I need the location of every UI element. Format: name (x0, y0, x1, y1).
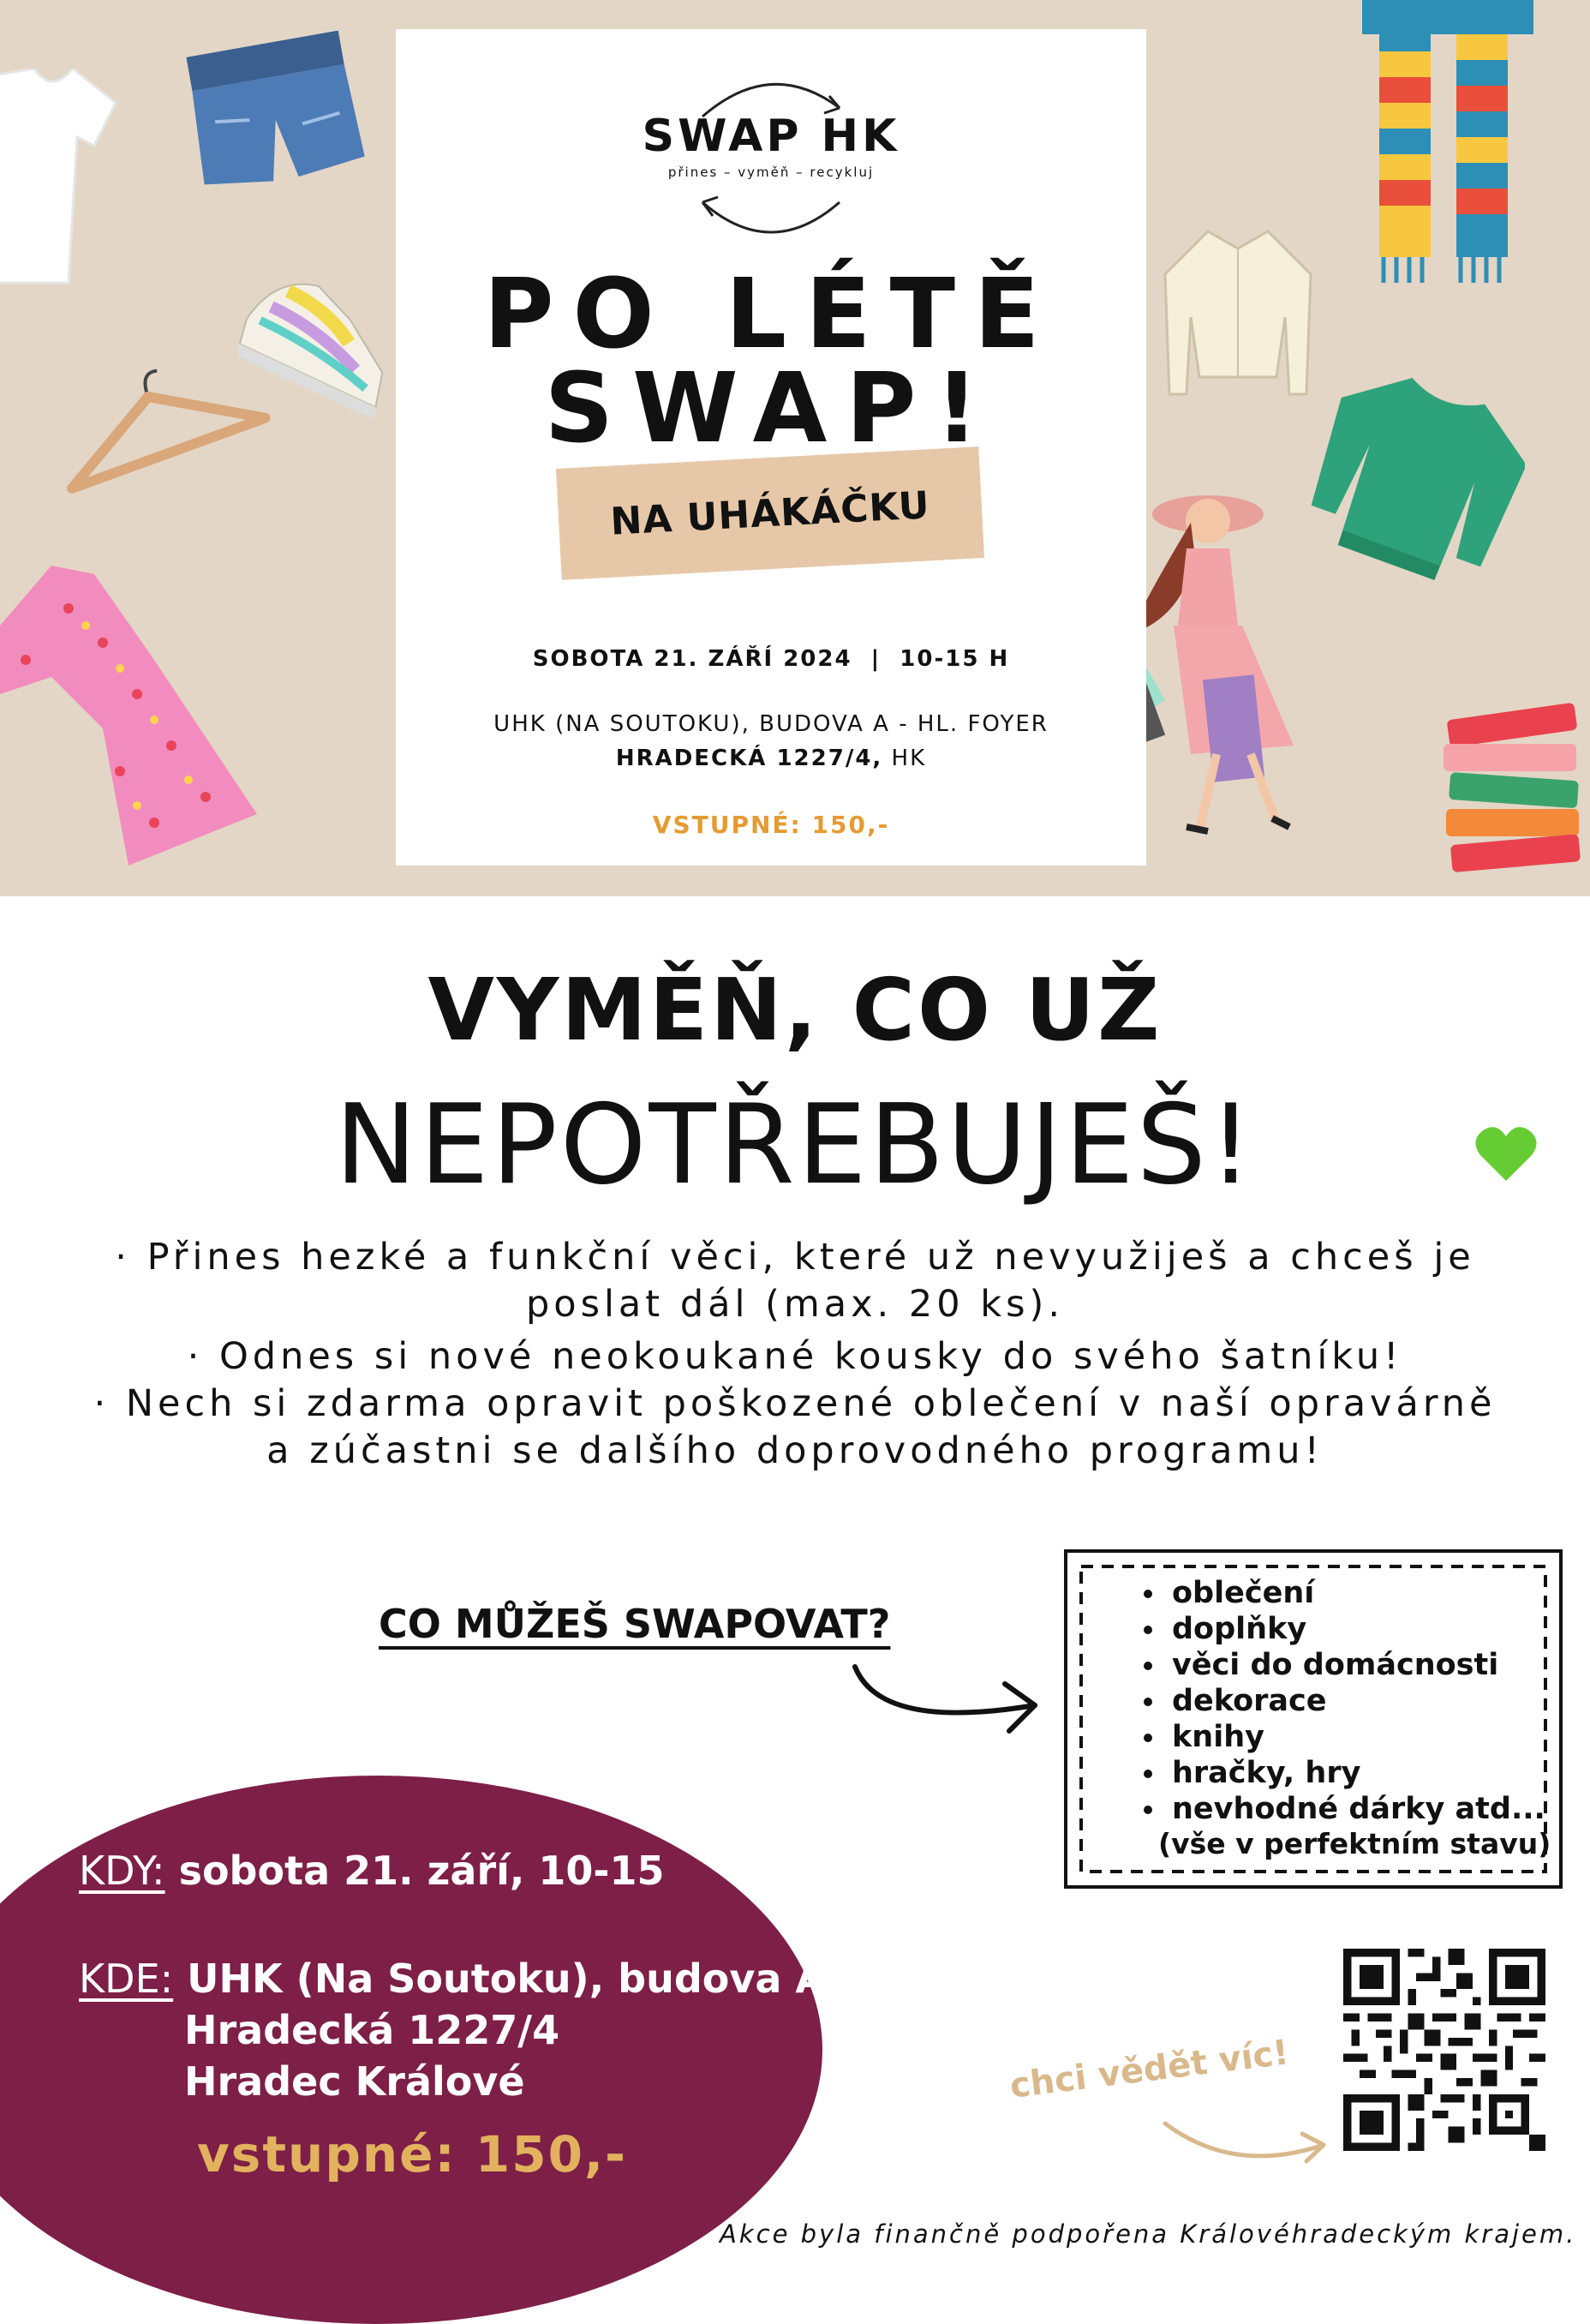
hanger-icon (43, 360, 283, 514)
heart-icon (1475, 1124, 1537, 1183)
logo: SWAP HK (642, 111, 900, 162)
jeans-shorts-icon (180, 26, 368, 197)
when-value: sobota 21. září, 10-15 (178, 1848, 665, 1894)
bullet-line-3: · Odnes si nové neokoukané kousky do svého šatníku! (187, 1335, 1403, 1378)
venue-tape-label: NA UHÁKÁČKU (556, 446, 984, 580)
event-title-line2: SWAP! (544, 353, 998, 464)
where-value: UHK (Na Soutoku), budova A (187, 1956, 827, 2002)
when-line (79, 1848, 665, 1894)
when-label: KDY: (79, 1848, 165, 1894)
qr-code[interactable] (1343, 1947, 1545, 2153)
bullet-line-4: · Nech si zdarma opravit poškozené oblečení v naší opravárně (93, 1382, 1497, 1425)
event-card (396, 29, 1146, 866)
list-item: • dekorace (1167, 1683, 1545, 1719)
bullet-line-2: poslat dál (max. 20 ks). (525, 1283, 1065, 1326)
headline-line1: VYMĚŇ, CO UŽ (427, 960, 1163, 1060)
bullet-line-1: · Přines hezké a funkční věci, které už nevyužiješ a chceš je (115, 1236, 1475, 1279)
address-city: HK (882, 746, 927, 771)
where-street: Hradecká 1227/4 (184, 2007, 560, 2053)
swap-items-list (1129, 1575, 1545, 1827)
funding-note: Akce byla finančně podpořena Královéhradeckým krajem. (720, 2219, 1577, 2249)
arrow-icon (846, 1654, 1052, 1748)
list-item: • knihy (1167, 1719, 1545, 1755)
dress-icon (0, 557, 274, 883)
event-place-line1: UHK (NA SOUTOKU), BUDOVA A - HL. FOYER (493, 711, 1049, 737)
where-city: Hradec Králové (184, 2058, 525, 2105)
bullet-line-5: a zúčastni se dalšího doprovodného programu! (266, 1429, 1324, 1472)
where-line (79, 1956, 826, 2002)
books-icon (1439, 703, 1585, 874)
event-title-line1: PO LÉTĚ (483, 259, 1059, 370)
swap-condition-note: (vše v perfektním stavu) (1158, 1827, 1551, 1860)
logo-tagline: přines – vyměň – recykluj (667, 165, 875, 180)
blouse-icon (1157, 223, 1319, 411)
sweater-icon (1311, 368, 1525, 583)
entry-fee-top: VSTUPNÉ: 150,- (652, 811, 890, 839)
qr-prompt: chci vědět víc! (1007, 2033, 1291, 2106)
address-bold: HRADECKÁ 1227/4, (615, 746, 883, 771)
event-date: SOBOTA 21. ZÁŘÍ 2024 | 10-15 H (532, 646, 1010, 672)
swap-question: CO MŮŽEŠ SWAPOVAT? (379, 1601, 891, 1647)
scarf-icon (1354, 0, 1559, 291)
list-item: • nevhodné dárky atd... (1167, 1791, 1545, 1827)
where-label: KDE: (79, 1956, 174, 2002)
tshirt-icon (0, 69, 129, 291)
entry-fee-bottom: vstupné: 150,- (197, 2125, 628, 2183)
headline-line2: NEPOTŘEBUJEŠ! (334, 1081, 1256, 1209)
event-place-line2 (396, 746, 1146, 771)
list-item: • oblečení (1167, 1575, 1545, 1611)
hero-banner (0, 0, 1590, 896)
list-item: • hračky, hry (1167, 1755, 1545, 1791)
list-item: • doplňky (1167, 1611, 1545, 1647)
list-item: • věci do domácnosti (1167, 1647, 1545, 1683)
qr-arrow-icon (1157, 2098, 1336, 2166)
